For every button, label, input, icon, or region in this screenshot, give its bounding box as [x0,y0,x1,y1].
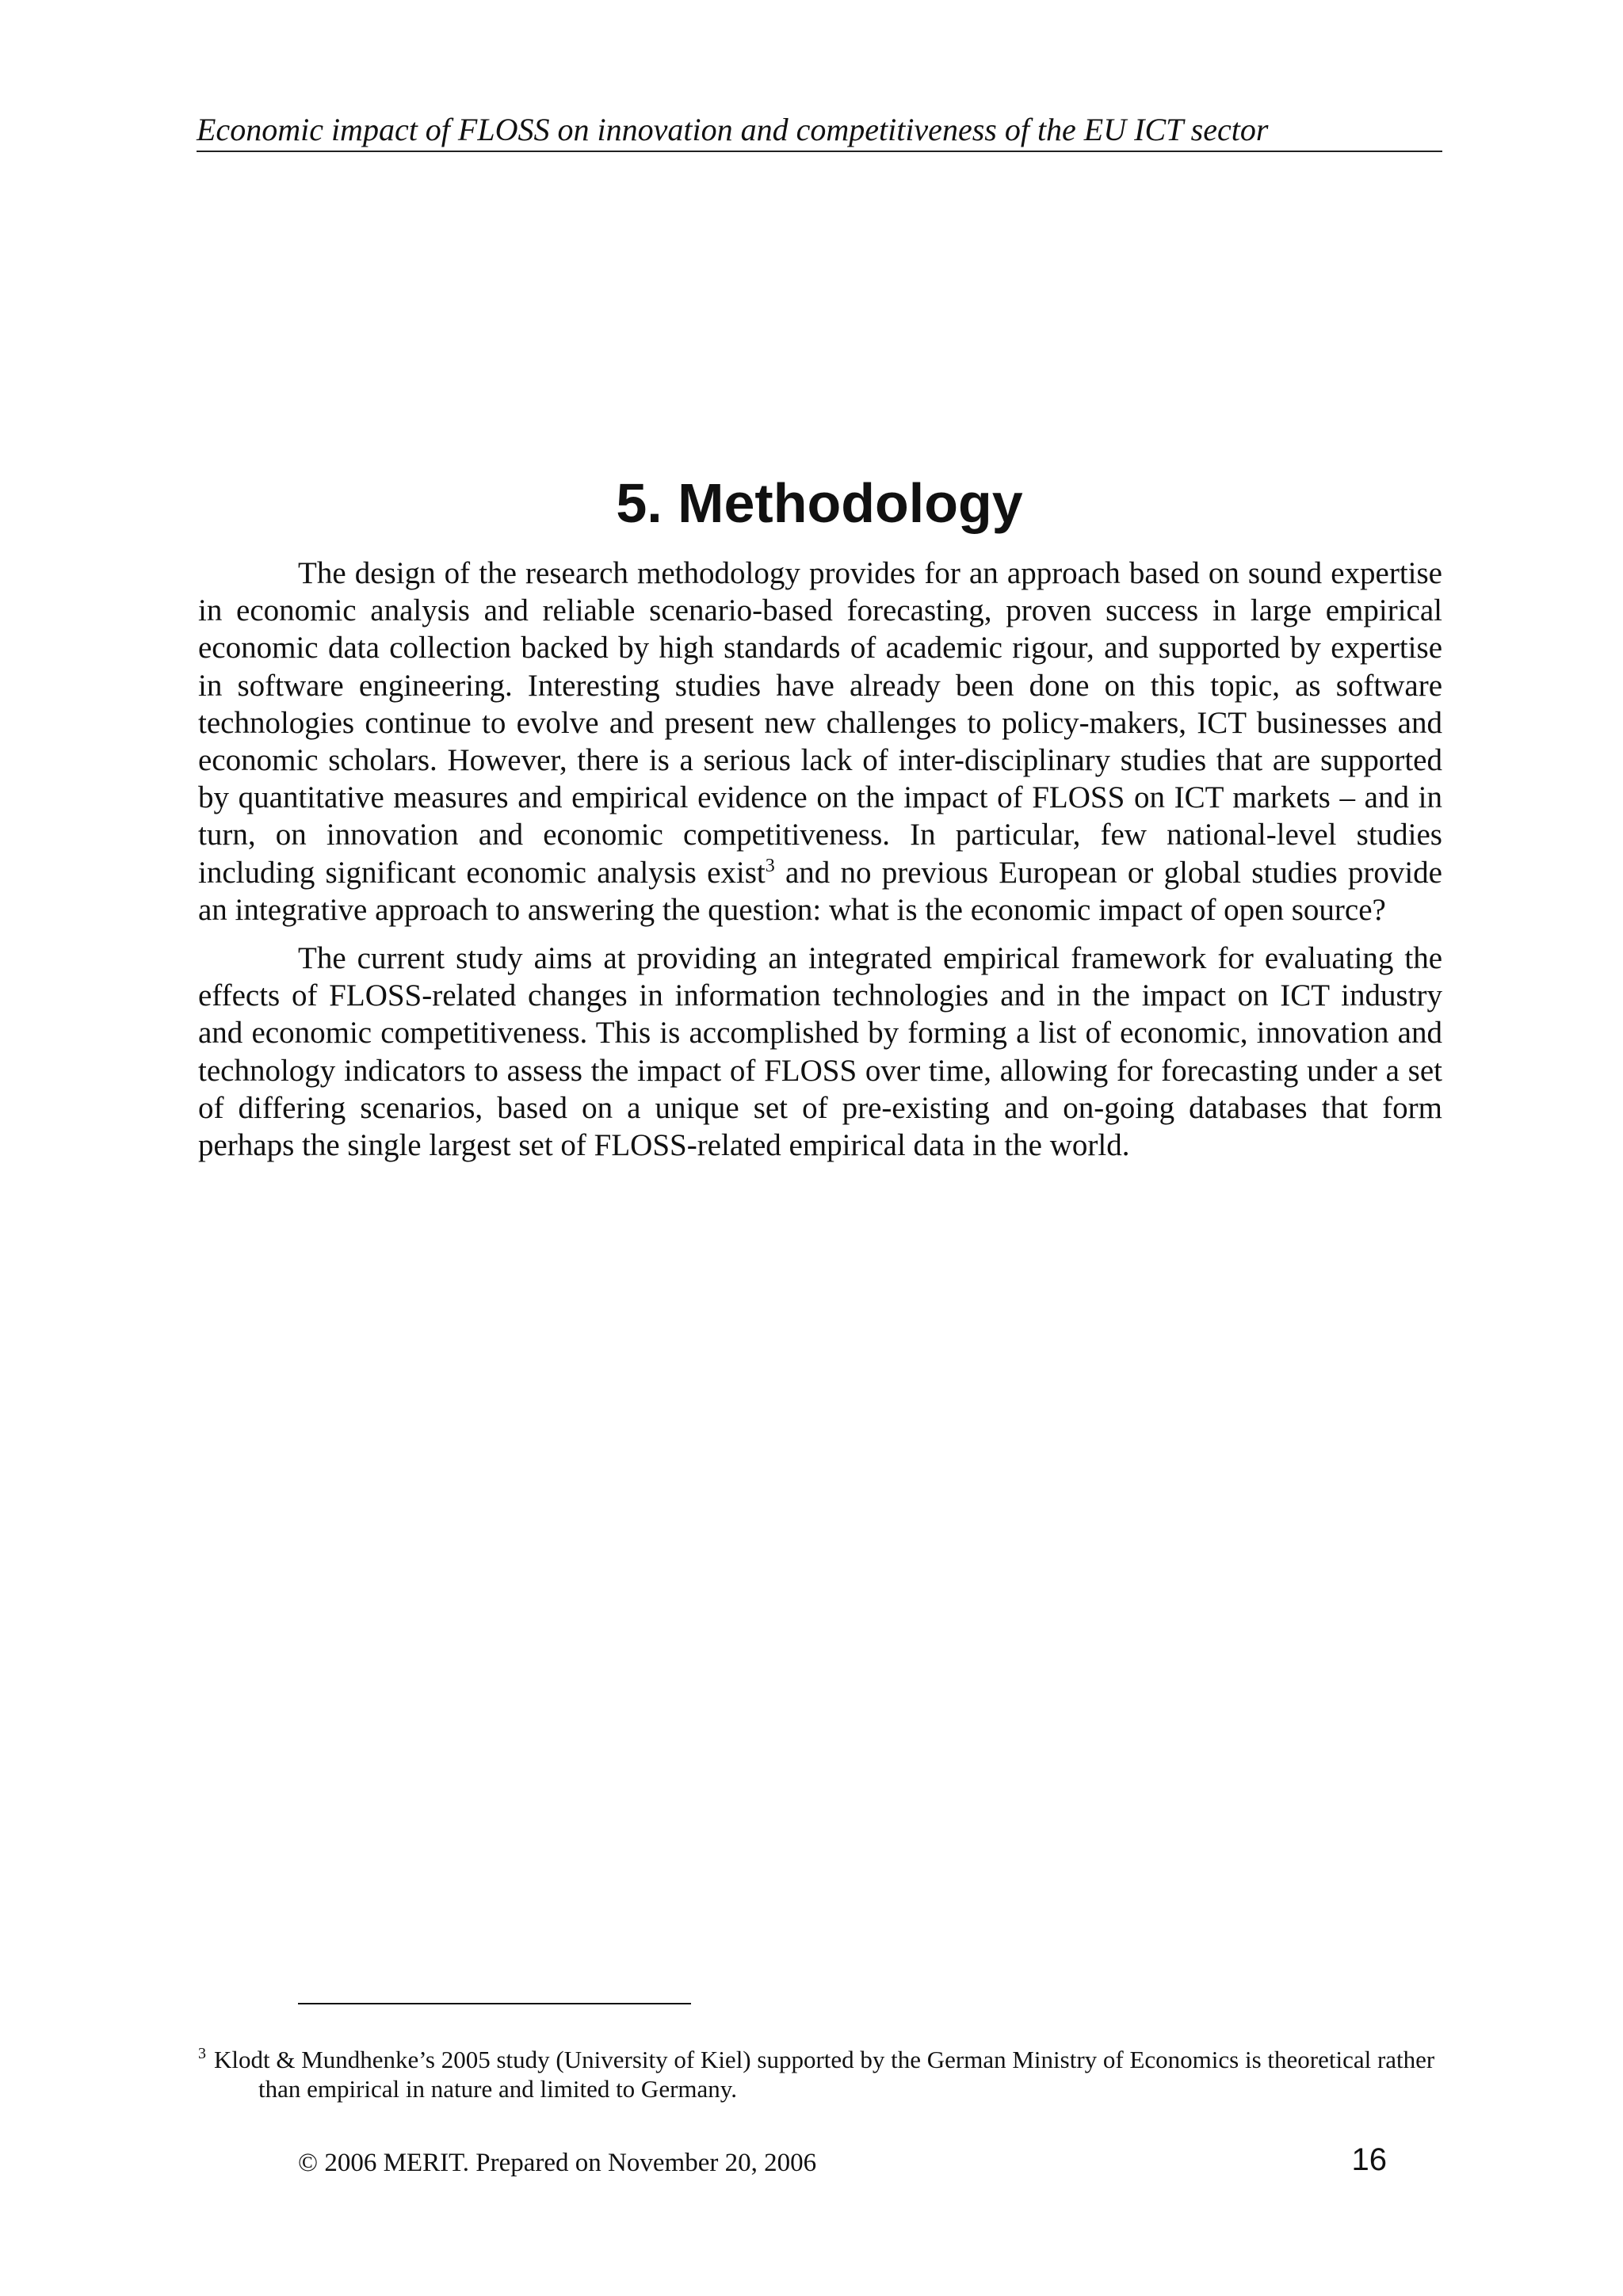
footnote-reference[interactable]: 3 [765,855,775,876]
footnote [198,2039,1442,2103]
chapter-title: 5. Methodology [616,472,1023,534]
paragraph-1-text-b: and no previous European or global studies provide an integrative approach to answering the question: what is the economic impact of open source? [198,855,1442,927]
footnote-number: 3 [198,2045,206,2062]
footer-copyright: © 2006 MERIT. Prepared on November 20, 2006 [298,2149,817,2177]
footnote-separator [298,2003,691,2004]
paragraph-1-text-a: The design of the research methodology provides for an approach based on sound expertise in economic analysis and reliable scenario-based forecasting, proven success in large empirical economic data collection backed by high standards of academic rigour, and supported by expertise in software engineering. Interesting studies have already been done on this topic, as software technologies continue to evolve and present new challenges to policy-makers, ICT businesses and economic scholars. However, there is a serious lack of inter-disciplinary studies that are supported by quantitative measures and empirical evidence on the impact of FLOSS on ICT markets – and in turn, on innovation and economic competitiveness. In particular, few national-level studies including significant economic analysis exist [198,556,1442,890]
page-number: 16 [1351,2142,1387,2177]
paragraph-1 [198,555,1442,929]
footnote-text: Klodt & Mundhenke’s 2005 study (University of Kiel) supported by the German Ministry of Economics is theoretical rather than empirical in nature and limited to Germany. [214,2046,1435,2103]
running-header [197,111,1442,152]
body-text [198,555,1442,1175]
running-header-title: Economic impact of FLOSS on innovation and competitiveness of the EU ICT sector [197,112,1269,147]
paragraph-2: The current study aims at providing an integrated empirical framework for evaluating the effects of FLOSS-related changes in information technologies and in the impact on ICT industry and economic competitiveness. This is accomplished by forming a list of economic, innovation and technology indicators to assess the impact of FLOSS over time, allowing for forecasting under a set of differing scenarios, based on a unique set of pre-existing and on-going databases that form perhaps the single largest set of FLOSS-related empirical data in the world. [198,941,1442,1163]
